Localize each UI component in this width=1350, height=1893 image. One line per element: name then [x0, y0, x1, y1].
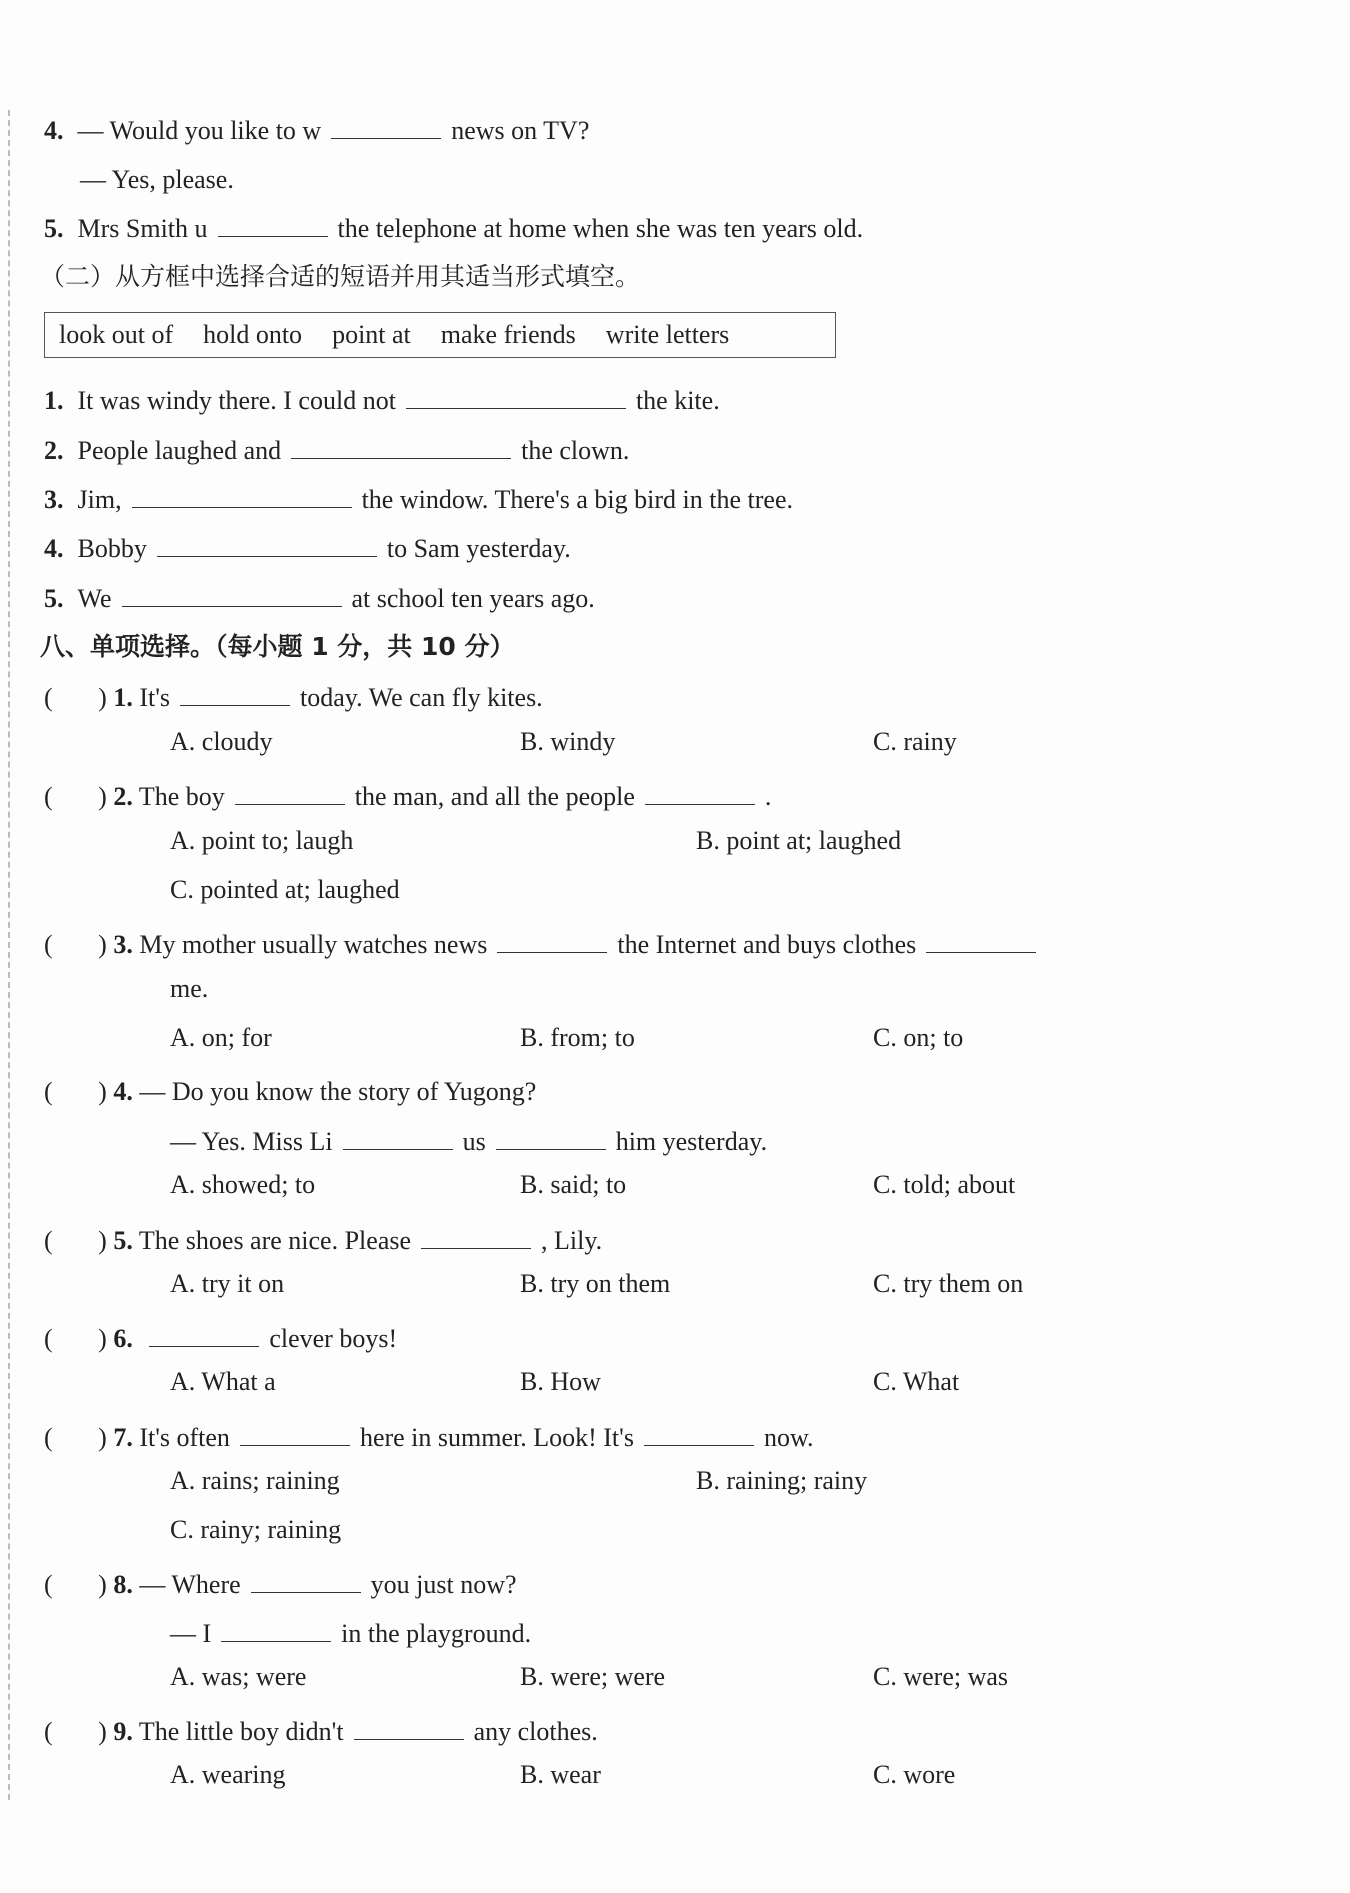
question-3-continued: me. — [170, 974, 209, 1003]
answer-blank — [235, 776, 345, 805]
phrase: write letters — [605, 320, 730, 349]
option-a[interactable]: A. try it on — [170, 1269, 285, 1298]
answer-paren[interactable]: ( ) — [44, 1324, 107, 1353]
answer-blank[interactable] — [331, 110, 441, 139]
question-4-line2: — Yes, please. — [80, 165, 234, 194]
option-b[interactable]: B. How — [520, 1367, 601, 1396]
option-b[interactable]: B. point at; laughed — [696, 826, 902, 855]
answer-blank — [149, 1318, 259, 1347]
answer-blank[interactable] — [122, 578, 342, 607]
phrase: hold onto — [203, 320, 303, 349]
option-c[interactable]: C. on; to — [873, 1023, 964, 1052]
mc-question-7: ( ) 7. It's often here in summer. Look! It's now. — [44, 1417, 814, 1457]
answer-blank[interactable] — [406, 380, 626, 409]
option-a[interactable]: A. wearing — [170, 1760, 286, 1789]
option-b[interactable]: B. try on them — [520, 1269, 671, 1298]
mc-question-9: ( ) 9. The little boy didn't any clothes. — [44, 1711, 598, 1751]
answer-blank — [221, 1613, 331, 1642]
option-b[interactable]: B. raining; rainy — [696, 1466, 868, 1495]
option-b[interactable]: B. said; to — [520, 1170, 627, 1199]
answer-paren[interactable]: ( ) — [44, 1423, 107, 1452]
question-5: 5. Mrs Smith u the telephone at home when she was ten years old. — [44, 208, 863, 248]
option-c[interactable]: C. were; was — [873, 1662, 1009, 1691]
option-c[interactable]: C. What — [873, 1367, 960, 1396]
answer-paren[interactable]: ( ) — [44, 1717, 107, 1746]
answer-paren[interactable]: ( ) — [44, 683, 107, 712]
answer-blank — [496, 1121, 606, 1150]
answer-blank — [497, 924, 607, 953]
answer-paren[interactable]: ( ) — [44, 1226, 107, 1255]
answer-blank[interactable] — [157, 528, 377, 557]
mc-question-5: ( ) 5. The shoes are nice. Please , Lily. — [44, 1220, 602, 1260]
option-c[interactable]: C. told; about — [873, 1170, 1016, 1199]
fill-question-1: 1. It was windy there. I could not the kite. — [44, 380, 720, 420]
section8-title: 八、单项选择。（每小题 1 分，共 10 分） — [40, 632, 515, 661]
option-a[interactable]: A. rains; raining — [170, 1466, 340, 1495]
option-b[interactable]: B. from; to — [520, 1023, 635, 1052]
fill-question-5: 5. We at school ten years ago. — [44, 578, 595, 618]
answer-blank — [354, 1711, 464, 1740]
fill-question-2: 2. People laughed and the clown. — [44, 430, 629, 470]
answer-blank[interactable] — [132, 479, 352, 508]
option-c[interactable]: C. rainy; raining — [170, 1515, 342, 1544]
option-c[interactable]: C. try them on — [873, 1269, 1024, 1298]
option-a[interactable]: A. on; for — [170, 1023, 272, 1052]
fill-question-4: 4. Bobby to Sam yesterday. — [44, 528, 571, 568]
answer-blank — [644, 1417, 754, 1446]
mc-question-4: ( ) 4. — Do you know the story of Yugong? — [44, 1077, 537, 1106]
answer-paren[interactable]: ( ) — [44, 782, 107, 811]
phrase: point at — [332, 320, 411, 349]
answer-blank[interactable] — [291, 430, 511, 459]
answer-blank — [645, 776, 755, 805]
mc-question-3: ( ) 3. My mother usually watches news the Internet and buys clothes — [44, 924, 1046, 964]
question-4-reply: — Yes. Miss Li us him yesterday. — [170, 1121, 767, 1157]
mc-question-8: ( ) 8. — Where you just now? — [44, 1564, 517, 1604]
answer-blank — [421, 1220, 531, 1249]
answer-blank — [180, 677, 290, 706]
fill-question-3: 3. Jim, the window. There's a big bird in the tree. — [44, 479, 793, 519]
option-b[interactable]: B. wear — [520, 1760, 601, 1789]
answer-blank[interactable] — [218, 208, 328, 237]
phrase: make friends — [440, 320, 576, 349]
question-4-line1: 4. — Would you like to w news on TV? — [44, 110, 589, 150]
part2-instruction: （二）从方框中选择合适的短语并用其适当形式填空。 — [40, 262, 641, 291]
answer-paren[interactable]: ( ) — [44, 1570, 107, 1599]
option-c[interactable]: C. rainy — [873, 727, 957, 756]
option-a[interactable]: A. What a — [170, 1367, 276, 1396]
option-a[interactable]: A. cloudy — [170, 727, 273, 756]
answer-paren[interactable]: ( ) — [44, 1077, 107, 1106]
question-8-reply: — I in the playground. — [170, 1613, 531, 1649]
option-a[interactable]: A. showed; to — [170, 1170, 316, 1199]
mc-question-2: ( ) 2. The boy the man, and all the people . — [44, 776, 771, 816]
phrase-box — [44, 312, 836, 358]
option-a[interactable]: A. was; were — [170, 1662, 307, 1691]
option-c[interactable]: C. pointed at; laughed — [170, 875, 400, 904]
option-a[interactable]: A. point to; laugh — [170, 826, 354, 855]
option-c[interactable]: C. wore — [873, 1760, 956, 1789]
phrase: look out of — [59, 320, 174, 349]
answer-blank — [343, 1121, 453, 1150]
mc-question-1: ( ) 1. It's today. We can fly kites. — [44, 677, 543, 717]
binding-margin-line — [8, 110, 10, 1800]
answer-blank — [240, 1417, 350, 1446]
answer-blank — [251, 1564, 361, 1593]
option-b[interactable]: B. were; were — [520, 1662, 666, 1691]
answer-paren[interactable]: ( ) — [44, 930, 107, 959]
mc-question-6: ( ) 6. clever boys! — [44, 1318, 397, 1358]
option-b[interactable]: B. windy — [520, 727, 616, 756]
answer-blank — [926, 924, 1036, 953]
